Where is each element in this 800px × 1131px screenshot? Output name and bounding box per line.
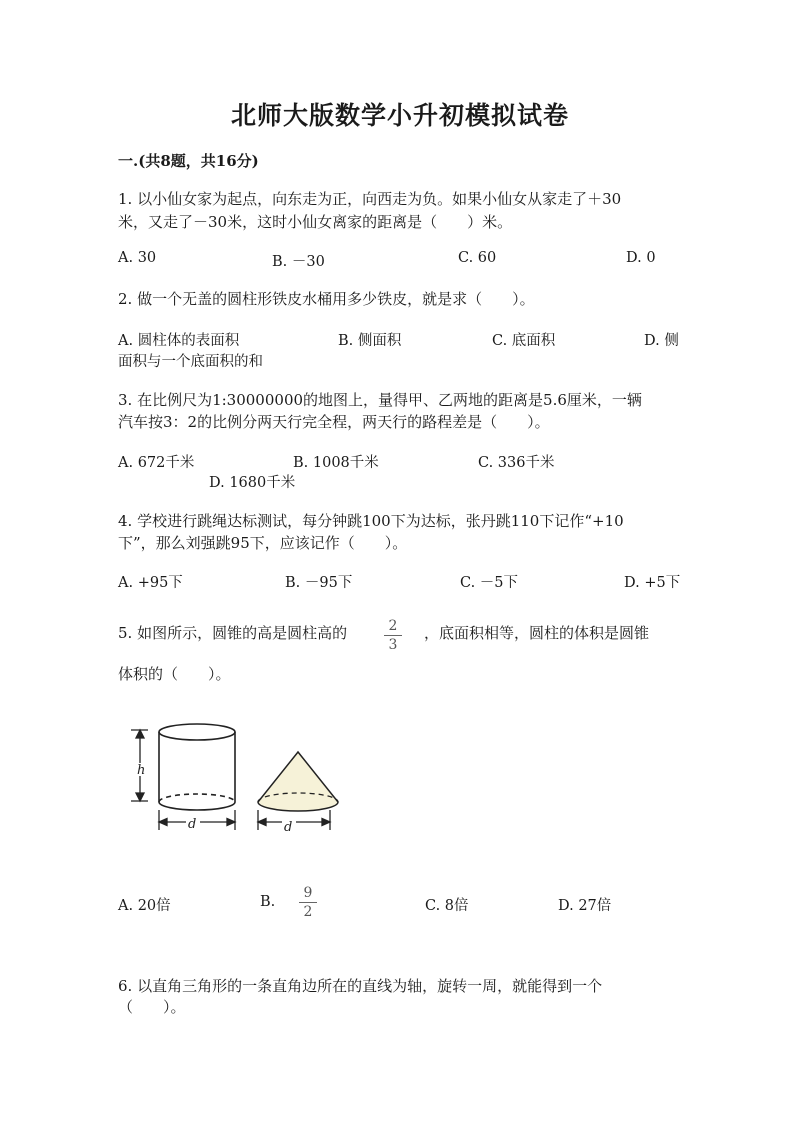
question-1-option-a: A. 30 — [118, 250, 157, 266]
fraction-bar — [299, 902, 317, 903]
question-4-option-c: C. －5下 — [460, 575, 519, 591]
question-3-option-a: A. 672千米 — [118, 455, 195, 471]
question-4-option-a: A. +95下 — [118, 575, 183, 591]
question-2-option-b: B. 侧面积 — [338, 333, 402, 349]
question-2-option-a: A. 圆柱体的表面积 — [118, 333, 240, 349]
section-heading: 一.(共8题，共16分) — [118, 152, 259, 170]
question-1-option-d: D. 0 — [626, 250, 656, 266]
question-5-option-b: B. — [260, 894, 276, 910]
cylinder-cone-figure — [118, 718, 348, 836]
question-5-line-1b: ，底面积相等，圆柱的体积是圆锥 — [424, 624, 650, 642]
question-1-line-1: 1. 以小仙女家为起点，向东走为正，向西走为负。如果小仙女从家走了＋30 — [118, 190, 622, 208]
question-3-line-1: 3. 在比例尺为1:30000000的地图上，量得甲、乙两地的距离是5.6厘米，一辆 — [118, 391, 642, 409]
question-2-option-d-continued: 面积与一个底面积的和 — [118, 354, 263, 370]
question-5-option-d: D. 27倍 — [558, 898, 612, 914]
page-title: 北师大版数学小升初模拟试卷 — [230, 101, 569, 130]
fraction-bar — [384, 635, 402, 636]
cone-shape — [258, 752, 338, 811]
question-5-option-c: C. 8倍 — [425, 898, 469, 914]
question-1-line-2: 米，又走了－30米，这时小仙女离家的距离是（ ）米。 — [118, 213, 513, 231]
question-2-line-1: 2. 做一个无盖的圆柱形铁皮水桶用多少铁皮，就是求（ ）。 — [118, 290, 535, 308]
fraction-numerator: 9 — [303, 885, 313, 901]
question-5-option-b-fraction — [299, 885, 317, 920]
cylinder-shape — [159, 724, 235, 810]
question-1-option-c: C. 60 — [458, 250, 497, 266]
cone-diameter-label: d — [284, 820, 293, 835]
question-4-option-b: B. －95下 — [285, 575, 353, 591]
question-5-line-1a: 5. 如图所示，圆锥的高是圆柱高的 — [118, 624, 348, 642]
question-4-line-1: 4. 学校进行跳绳达标测试，每分钟跳100下为达标，张丹跳110下记作“+10 — [118, 512, 624, 530]
question-5-fraction — [384, 618, 402, 653]
fraction-denominator: 2 — [303, 904, 313, 920]
fraction-numerator: 2 — [388, 618, 398, 634]
question-2-option-c: C. 底面积 — [492, 333, 556, 349]
question-1-option-b: B. －30 — [272, 254, 325, 270]
question-5-option-a: A. 20倍 — [118, 898, 171, 914]
question-3-option-c: C. 336千米 — [478, 455, 555, 471]
question-3-line-2: 汽车按3：2的比例分两天行完全程，两天行的路程差是（ ）。 — [118, 413, 550, 431]
question-3-option-d: D. 1680千米 — [209, 475, 296, 491]
diameter-arrows — [159, 810, 330, 830]
cylinder-diameter-label: d — [188, 817, 197, 832]
question-3-option-b: B. 1008千米 — [293, 455, 379, 471]
fraction-denominator: 3 — [388, 637, 398, 653]
question-6-line-2: （ ）。 — [118, 998, 186, 1016]
question-5-line-2: 体积的（ ）。 — [118, 665, 231, 683]
question-4-option-d: D. +5下 — [624, 575, 681, 591]
question-4-line-2: 下”，那么刘强跳95下，应该记作（ ）。 — [118, 534, 408, 552]
question-2-option-d: D. 侧 — [644, 333, 679, 349]
height-label: h — [137, 763, 146, 778]
question-6-line-1: 6. 以直角三角形的一条直角边所在的直线为轴，旋转一周，就能得到一个 — [118, 977, 603, 995]
